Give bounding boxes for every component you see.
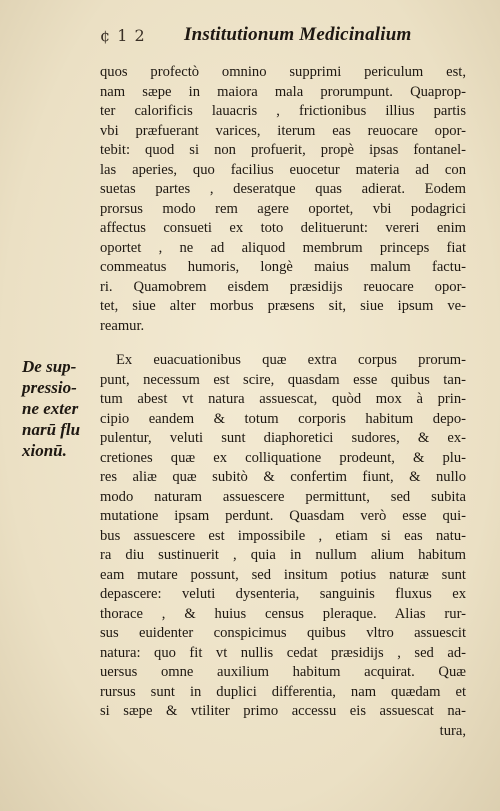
- text-line: ri. Quamobrem eisdem præsidijs reuocare opor-: [100, 278, 466, 295]
- text-line: ra diu sustinuerit , quia in nullum alium habitum: [100, 547, 466, 563]
- text-line: si sæpe & vtiliter primo accessu eis assuescat na-: [100, 703, 466, 719]
- text-line: punt, necessum est scire, quasdam esse quibus tan-: [100, 371, 466, 388]
- marginal-note-line: De sup-: [22, 357, 77, 376]
- text-line: cipio eandem & totum corporis habitum depo-: [100, 410, 466, 427]
- text-line: natura: quo fit vt nullis cedat præsidijs , sed ad-: [100, 644, 466, 661]
- marginal-note-line: pressio-: [22, 378, 77, 397]
- catchword: tura,: [439, 722, 466, 739]
- text-line: nam sæpe in maiora mala prorumpunt. Quaprop-: [100, 83, 466, 100]
- marginal-note-line: narū flu: [22, 420, 81, 439]
- text-line: affectus consueti ex toto delituerunt: vereri enim: [100, 220, 466, 236]
- text-line: suetas partes , deseratque quas adierat. Eodem: [100, 181, 466, 197]
- running-head-title: Institutionum Medicinalium: [184, 24, 412, 45]
- text-line: commeatus humoris, longè maius malum factu-: [100, 259, 466, 275]
- text-line: ter calorificis lauacris , frictionibus illius partis: [100, 103, 466, 119]
- marginal-note-line: xionū.: [22, 441, 67, 460]
- text-line: vbi præfuerant varices, iterum eas reuocare opor-: [100, 122, 466, 139]
- text-line: modo naturam assuescere permittunt, sed subita: [100, 488, 466, 505]
- text-line: oportet , ne ad aliquod membrum princeps fiat: [100, 239, 466, 256]
- text-line: sus euidenter conspicimus quibus vltro assuescit: [100, 625, 466, 641]
- text-line: prorsus modo rem agere oportet, vbi podagrici: [100, 200, 466, 217]
- text-line: thorace , & huius census pleraque. Alias rur-: [100, 605, 466, 622]
- text-line: mutatione ipsam perdunt. Quasdam verò esse qui-: [100, 508, 466, 524]
- text-line: tebit: quod si non profuerit, propè ipsas fontanel-: [100, 142, 466, 158]
- marginal-note-line: ne exter: [22, 399, 79, 418]
- text-line: rursus sunt in duplici differentia, nam quædam et: [100, 683, 466, 700]
- paragraph-2: [100, 351, 466, 741]
- text-line: pulentur, veluti sunt diaphoretici sudores, & ex-: [100, 430, 466, 446]
- text-line: eam mutare possunt, sed insitum potius naturæ sunt: [100, 566, 466, 583]
- marginal-note: [22, 356, 92, 461]
- main-text: [100, 63, 466, 741]
- text-line: cretiones quæ ex colliquatione prodeunt, & plu-: [100, 449, 466, 466]
- text-line: quos profectò omnino supprimi periculum est,: [100, 64, 466, 80]
- text-line: las aperies, quo facilius euocetur materia ad con: [100, 161, 466, 178]
- text-line: tet, siue alter morbus præsens sit, siue ipsum ve-: [100, 298, 466, 314]
- text-line: tum abest vt natura assuescat, quòd mox à prin-: [100, 391, 466, 407]
- text-line: res aliæ quæ subitò & confertim fiunt, & nullo: [100, 469, 466, 485]
- paragraph-1: [100, 63, 466, 336]
- page-number: ¢ 1 2: [100, 26, 146, 45]
- text-line: uersus omne auxilium habitum acquirat. Quæ: [100, 664, 466, 680]
- paragraph-gap: [100, 336, 466, 351]
- text-line: bus assuescere est impossibile , etiam si eas natu-: [100, 527, 466, 544]
- text-line: Ex euacuationibus quæ extra corpus prorum-: [116, 352, 466, 368]
- text-line: depascere: veluti dysenteria, sanguinis fluxus ex: [100, 586, 466, 602]
- text-line: reamur.: [100, 317, 145, 334]
